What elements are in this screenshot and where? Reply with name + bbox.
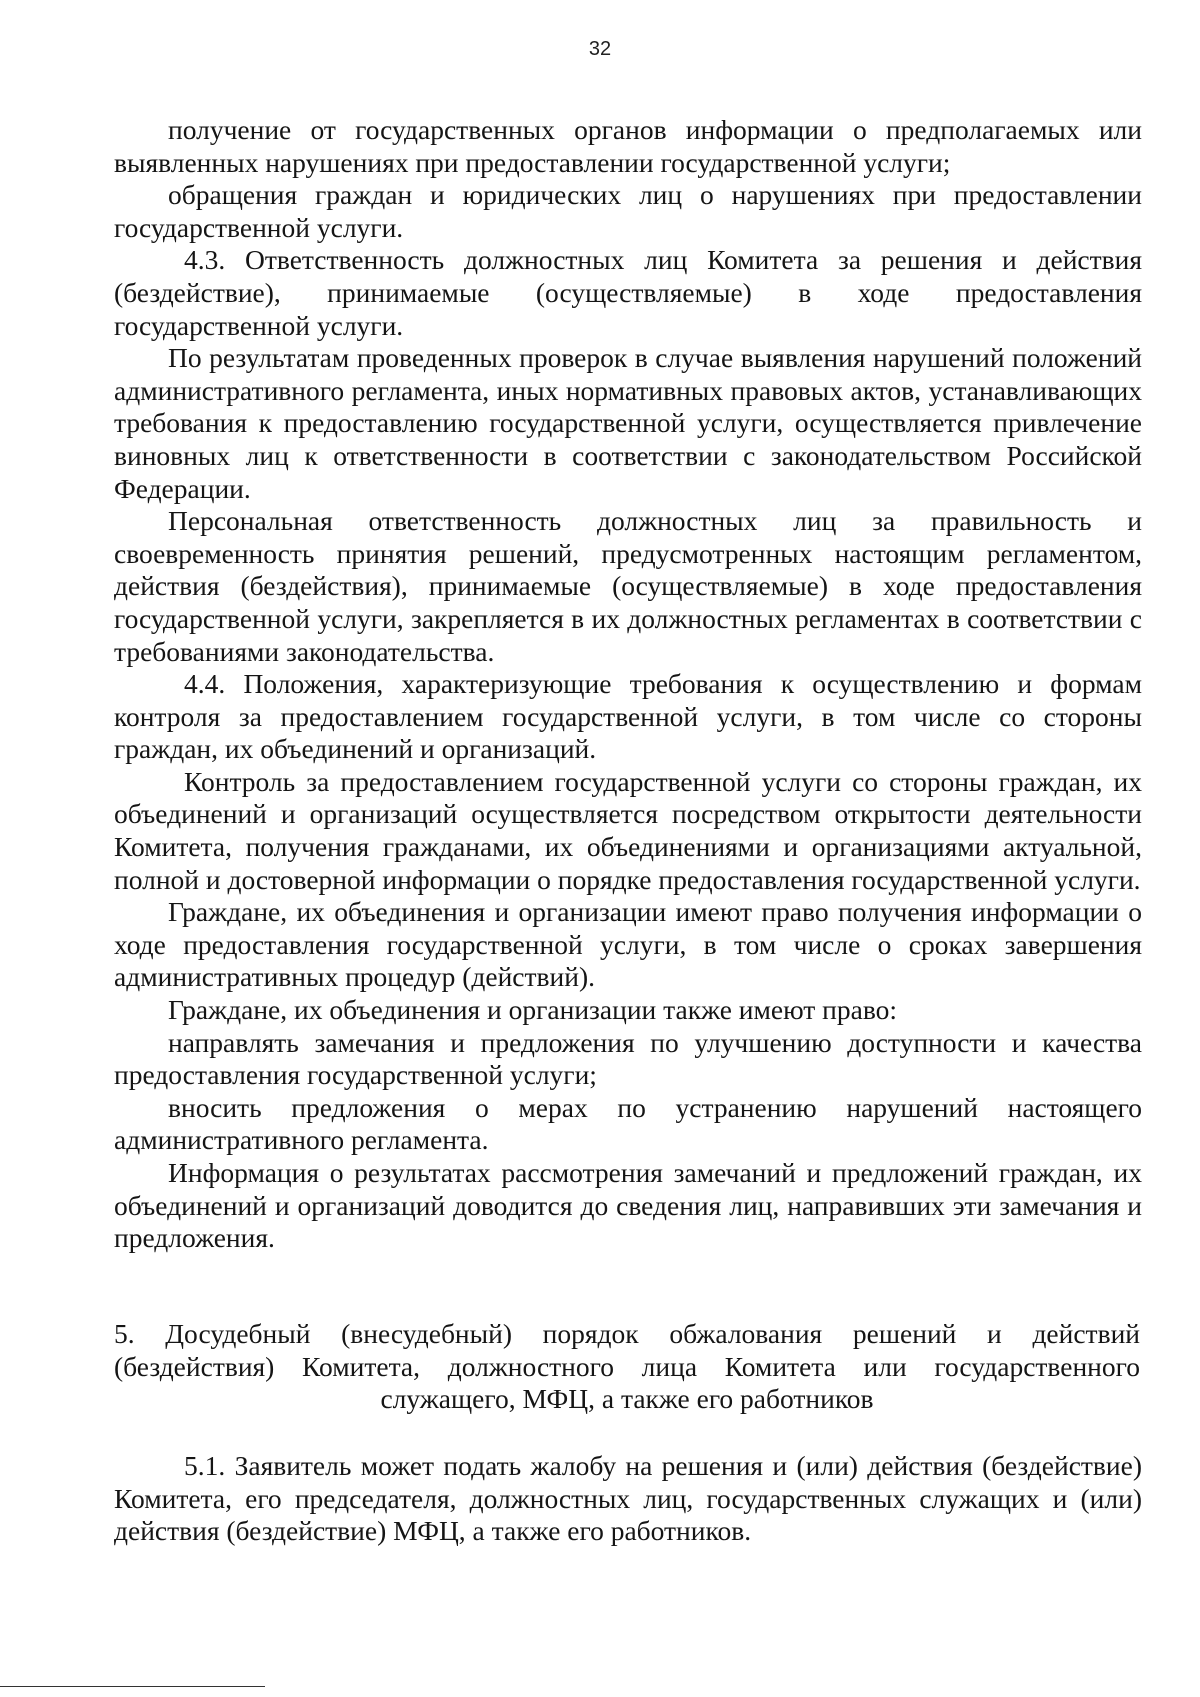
document-body	[114, 114, 1142, 1255]
paragraph: Граждане, их объединения и организации имеют право получения информации о ходе предоставления государственной услуги, в том числе о сроках завершения административных процедур (действий).	[114, 896, 1142, 993]
paragraph: Персональная ответственность должностных лиц за правильность и своевременность принятия решений, предусмотренных настоящим регламентом, действия (бездействия), принимаемые (осуществляемые) в ходе предоставления государственной услуги, закрепляется в их должностных регламентах в соответствии с требованиями законодательства.	[114, 505, 1142, 667]
paragraph: вносить предложения о мерах по устранению нарушений настоящего административного регламента.	[114, 1091, 1142, 1156]
section-heading	[114, 1318, 1140, 1416]
paragraph: получение от государственных органов информации о предполагаемых или выявленных нарушениях при предоставлении государственной услуги;	[114, 114, 1142, 178]
footnote-separator	[0, 1686, 265, 1687]
page-number: 32	[588, 38, 612, 60]
paragraph: обращения граждан и юридических лиц о нарушениях при предоставлении государственной услуги.	[114, 179, 1142, 243]
subsection-heading: 4.3. Ответственность должностных лиц Комитета за решения и действия (бездействие), принимаемые (осуществляемые) в ходе предоставления государственной услуги.	[114, 244, 1142, 341]
paragraph: Контроль за предоставлением государственной услуги со стороны граждан, их объединений и организаций осуществляется посредством открытости деятельности Комитета, получения гражданами, их объединениями и организациями актуальной, полной и достоверной информации о порядке предоставления государственной услуги.	[114, 765, 1142, 895]
paragraph: По результатам проведенных проверок в случае выявления нарушений положений административного регламента, иных нормативных правовых актов, устанавливающих требования к предоставлению государственной услуги, осуществляется привлечение виновных лиц к ответственности в соответствии с законодательством Российской Федерации.	[114, 342, 1142, 504]
paragraph: направлять замечания и предложения по улучшению доступности и качества предоставления государственной услуги;	[114, 1026, 1142, 1091]
paragraph: 5.1. Заявитель может подать жалобу на решения и (или) действия (бездействие) Комитета, его председателя, должностных лиц, государственных служащих и (или) действия (бездействие) МФЦ, а также его работников.	[114, 1450, 1142, 1547]
section-heading-text: 5. Досудебный (внесудебный) порядок обжалования решений и действий (бездействия) Комитета, должностного лица Комитета или государственного служащего, МФЦ, а также его работников	[114, 1318, 1140, 1415]
subsection-heading: 4.4. Положения, характеризующие требования к осуществлению и формам контроля за предоставлением государственной услуги, в том числе со стороны граждан, их объединений и организаций.	[114, 668, 1142, 765]
paragraph: Граждане, их объединения и организации также имеют право:	[168, 994, 898, 1026]
section-body	[114, 1450, 1142, 1548]
paragraph: Информация о результатах рассмотрения замечаний и предложений граждан, их объединений и организаций доводится до сведения лиц, направивших эти замечания и предложения.	[114, 1157, 1142, 1254]
